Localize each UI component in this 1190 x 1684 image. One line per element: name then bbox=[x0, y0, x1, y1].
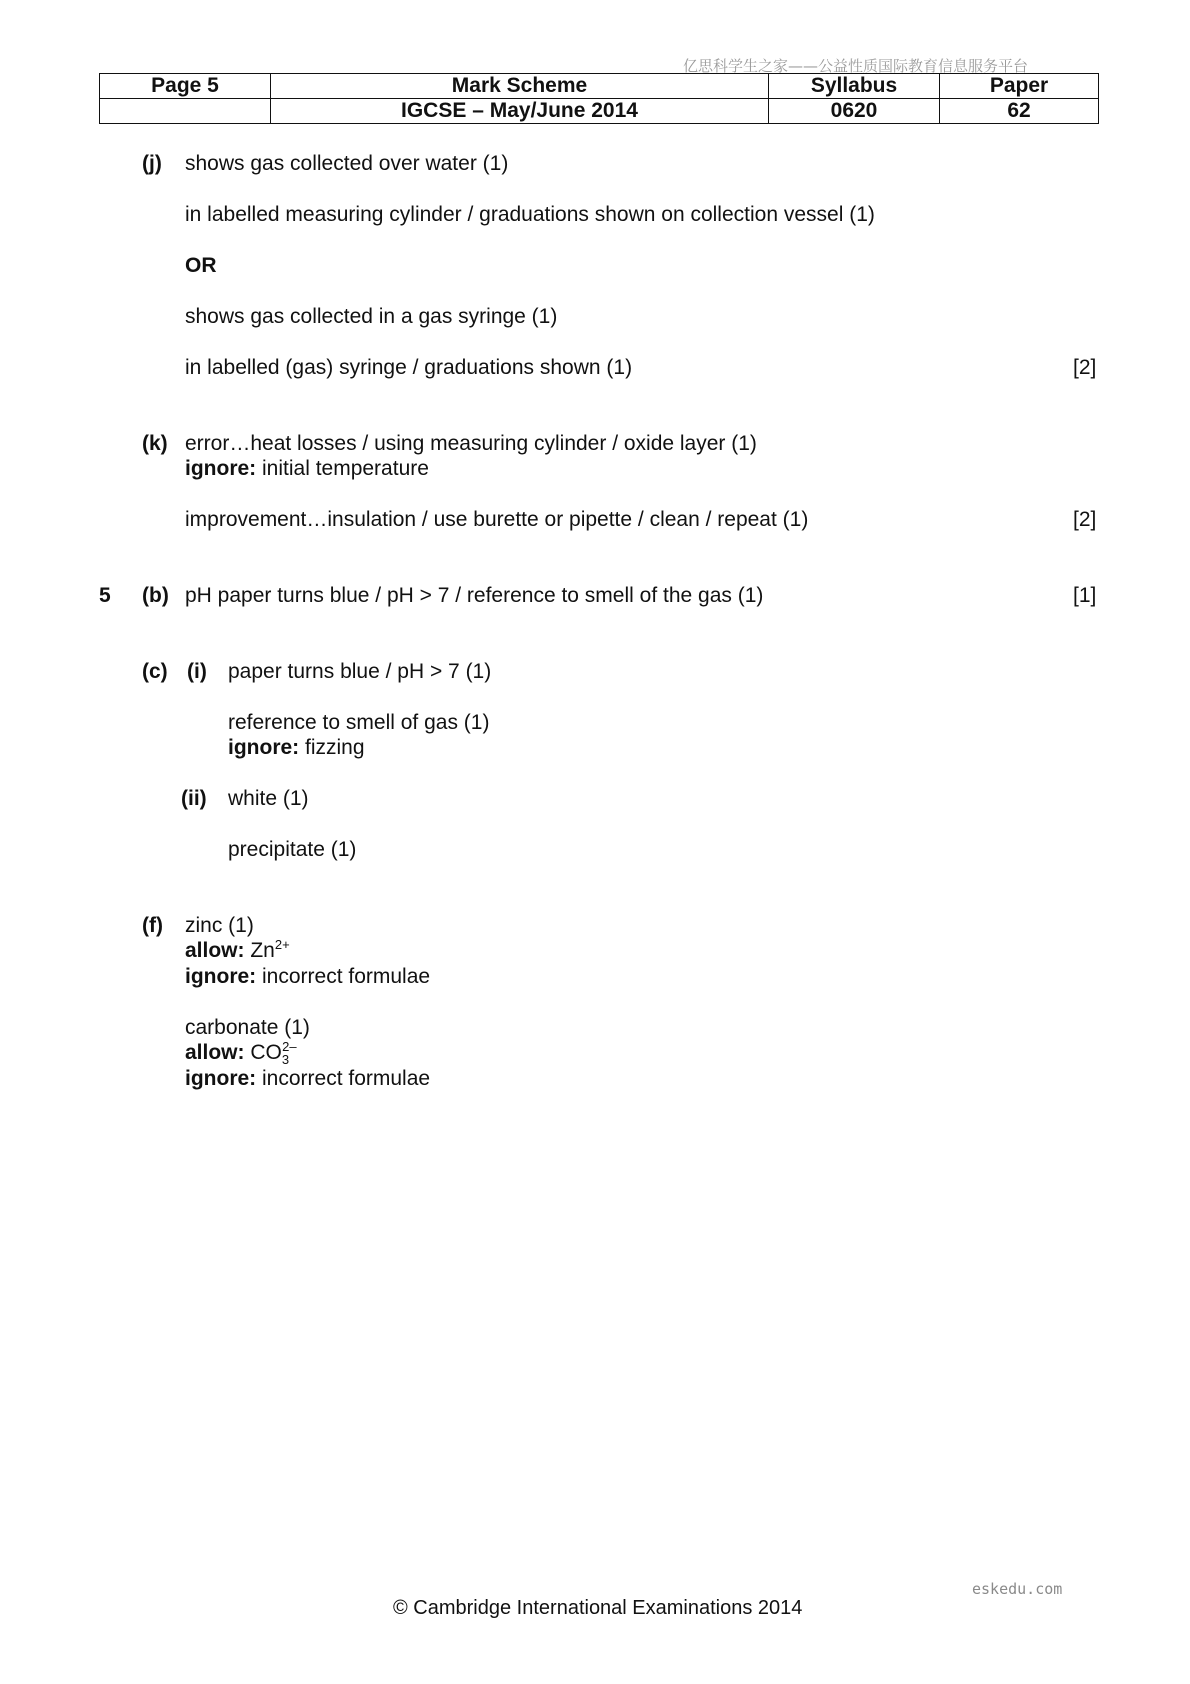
header-syllabus-code: 0620 bbox=[769, 99, 940, 124]
q5b-label: (b) bbox=[142, 584, 169, 607]
q5cii-label: (ii) bbox=[181, 787, 207, 810]
j-line2: in labelled measuring cylinder / graduations shown on collection vessel (1) bbox=[185, 203, 875, 226]
q5f-allow2-label: allow: bbox=[185, 1041, 245, 1064]
q5cii-line1: white (1) bbox=[228, 787, 309, 810]
k-label: (k) bbox=[142, 432, 168, 455]
q5b-mark: [1] bbox=[1073, 584, 1097, 607]
q5ci-line1: paper turns blue / pH > 7 (1) bbox=[228, 660, 492, 683]
header-syllabus-label: Syllabus bbox=[769, 74, 940, 99]
q5b-text: pH paper turns blue / pH > 7 / reference to smell of the gas (1) bbox=[185, 584, 764, 607]
q5ci-ignore bbox=[228, 736, 365, 760]
j-or: OR bbox=[185, 254, 217, 277]
q5f-allow2-sup: 2– bbox=[282, 1039, 297, 1054]
q5f-allow1-base: Zn bbox=[244, 939, 275, 962]
q5f-ignore2-label: ignore: bbox=[185, 1067, 257, 1090]
q5f-allow2-base: CO bbox=[244, 1041, 282, 1064]
q5f-allow2-sub: 3 bbox=[281, 1052, 290, 1068]
j-line4: in labelled (gas) syringe / graduations shown (1) bbox=[185, 356, 633, 379]
q5f-line2: carbonate (1) bbox=[185, 1016, 310, 1039]
q5f-ignore1 bbox=[185, 965, 430, 989]
q5-number: 5 bbox=[99, 584, 111, 607]
header-exam: IGCSE – May/June 2014 bbox=[271, 99, 769, 124]
q5f-allow1 bbox=[185, 939, 290, 963]
k-ignore bbox=[185, 457, 429, 481]
header-mark-scheme: Mark Scheme bbox=[271, 74, 769, 99]
watermark-bottom: eskedu.com bbox=[972, 1580, 1063, 1598]
j-label: (j) bbox=[142, 152, 162, 175]
header-table bbox=[99, 73, 1099, 124]
q5f-ignore2-text: incorrect formulae bbox=[256, 1067, 431, 1090]
q5ci-label: (i) bbox=[187, 660, 207, 683]
q5ci-ignore-text: fizzing bbox=[299, 736, 365, 759]
header-paper-number: 62 bbox=[940, 99, 1099, 124]
q5f-label: (f) bbox=[142, 914, 163, 937]
q5f-ignore1-label: ignore: bbox=[185, 965, 257, 988]
k-ignore-label: ignore: bbox=[185, 457, 257, 480]
j-line3: shows gas collected in a gas syringe (1) bbox=[185, 305, 558, 328]
footer-copyright: © Cambridge International Examinations 2014 bbox=[393, 1597, 803, 1619]
q5cii-line2: precipitate (1) bbox=[228, 838, 357, 861]
j-line1: shows gas collected over water (1) bbox=[185, 152, 509, 175]
q5f-allow1-sup: 2+ bbox=[274, 937, 290, 952]
q5f-line1: zinc (1) bbox=[185, 914, 254, 937]
k-line2: improvement…insulation / use burette or pipette / clean / repeat (1) bbox=[185, 508, 809, 531]
header-page: Page 5 bbox=[100, 74, 271, 99]
q5f-allow2 bbox=[185, 1039, 297, 1068]
q5ci-line2: reference to smell of gas (1) bbox=[228, 711, 490, 734]
q5f-allow1-label: allow: bbox=[185, 939, 245, 962]
header-paper-label: Paper bbox=[940, 74, 1099, 99]
j-mark: [2] bbox=[1073, 356, 1097, 379]
k-mark: [2] bbox=[1073, 508, 1097, 531]
watermark-top: 亿思科学生之家——公益性质国际教育信息服务平台 bbox=[683, 57, 1029, 75]
q5c-label: (c) bbox=[142, 660, 168, 683]
q5f-ignore2 bbox=[185, 1067, 430, 1091]
k-line1: error…heat losses / using measuring cylinder / oxide layer (1) bbox=[185, 432, 757, 455]
header-empty-cell bbox=[100, 99, 271, 124]
q5f-ignore1-text: incorrect formulae bbox=[256, 965, 431, 988]
k-ignore-text: initial temperature bbox=[256, 457, 429, 480]
q5ci-ignore-label: ignore: bbox=[228, 736, 300, 759]
